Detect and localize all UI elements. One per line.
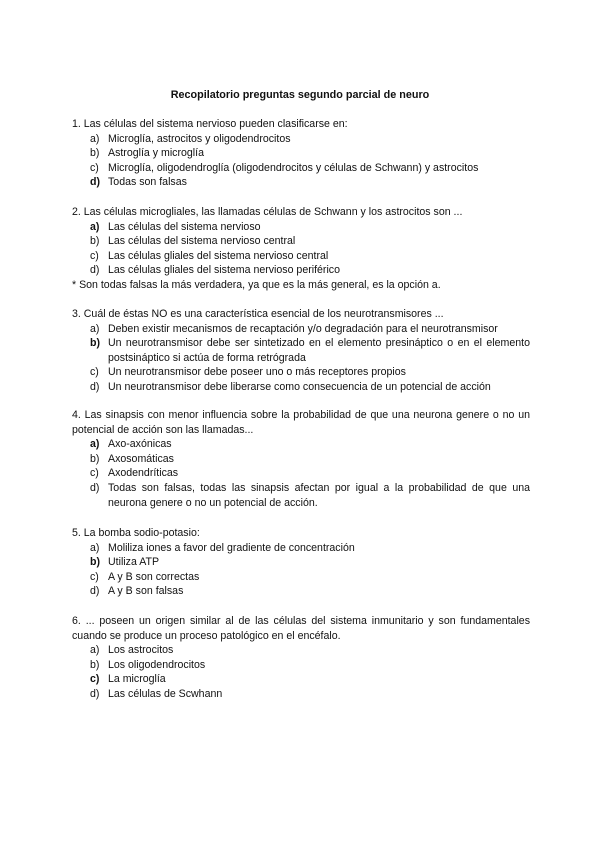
answer-note: * Son todas falsas la más verdadera, ya que es la más general, es la opción a. (72, 278, 441, 291)
option-c: c) Un neurotransmisor debe poseer uno o más receptores propios (90, 366, 406, 379)
option-d: d) A y B son falsas (90, 585, 184, 598)
question-5 (72, 526, 530, 599)
question-stem: 1. Las células del sistema nervioso pueden clasificarse en: (72, 118, 348, 130)
question-stem: 2. Las células microgliales, las llamadas células de Schwann y los astrocitos son ... (72, 206, 463, 218)
option-a: a) Deben existir mecanismos de recaptación y/o degradación para el neurotransmisor (90, 322, 498, 335)
option-a: a) Microglía, astrocitos y oligodendrocitos (90, 132, 291, 145)
page-title: Recopilatorio preguntas segundo parcial de neuro (170, 89, 430, 101)
option-b: b) Un neurotransmisor debe ser sintetizado en el elemento presináptico o en el elemento postsináptico si actúa de forma retrógrada (90, 337, 530, 364)
option-b: b) Astroglía y microglía (90, 147, 204, 160)
option-d: d) Todas son falsas (90, 176, 187, 189)
option-b: b) Los oligodendrocitos (90, 658, 206, 671)
option-d: d) Las células de Scwhann (90, 687, 223, 700)
option-a: a) Los astrocitos (90, 644, 174, 657)
option-b: b) Axosomáticas (90, 452, 174, 465)
option-d: d) Las células gliales del sistema nervioso periférico (90, 264, 340, 277)
option-a: a) Axo-axónicas (90, 438, 172, 451)
question-1 (72, 117, 530, 190)
option-a: a) Moliliza iones a favor del gradiente de concentración (90, 541, 355, 554)
question-stem: 4. Las sinapsis con menor influencia sobre la probabilidad de que una neurona genere o no un potencial de acción son las llamadas... (72, 409, 530, 436)
option-c: c) Axodendríticas (90, 467, 179, 480)
question-stem: 3. Cuál de éstas NO es una característica esencial de los neurotransmisores ... (72, 308, 444, 320)
question-stem: 5. La bomba sodio-potasio: (72, 527, 200, 539)
option-d: d) Un neurotransmisor debe liberarse como consecuencia de un potencial de acción (90, 380, 491, 393)
option-b: b) Utiliza ATP (90, 556, 160, 569)
question-4 (72, 408, 530, 510)
question-3 (72, 307, 530, 395)
question-stem: 6. ... poseen un origen similar al de las células del sistema inmunitario y son fundamentales cuando se produce un proceso patológico en el encéfalo. (72, 615, 530, 642)
option-d: d) Todas son falsas, todas las sinapsis afectan por igual a la probabilidad de que una neurona genere o no un potencial de acción. (90, 481, 530, 509)
option-a: a) Las células del sistema nervioso (90, 220, 261, 233)
option-c: c) Microglía, oligodendroglía (oligodendrocitos y células de Schwann) y astrocitos (90, 161, 479, 174)
option-c: c) A y B son correctas (90, 570, 200, 583)
question-2 (72, 205, 530, 293)
option-b: b) Las células del sistema nervioso central (90, 235, 296, 248)
question-6 (72, 614, 530, 702)
option-c: c) Las células gliales del sistema nervioso central (90, 249, 329, 262)
option-c: c) La microglía (90, 673, 166, 686)
